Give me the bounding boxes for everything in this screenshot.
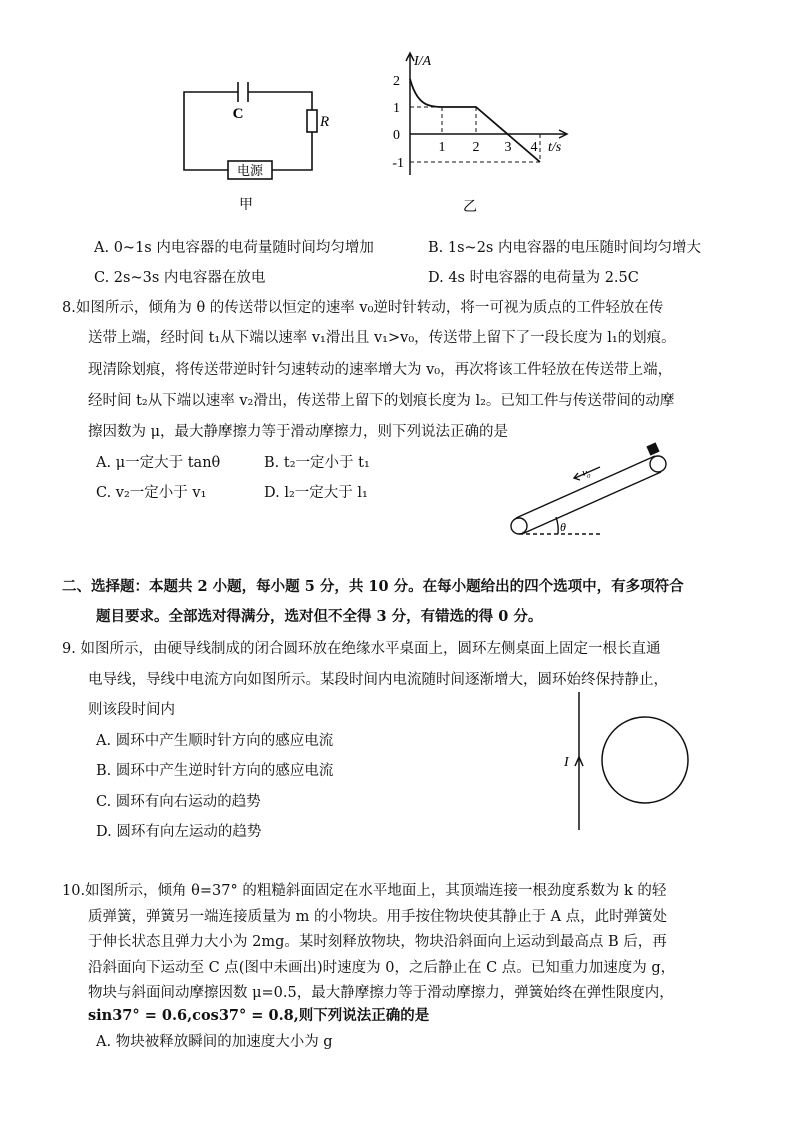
v0-label: v₀ — [582, 467, 591, 479]
x-tick-2: 2 — [472, 140, 480, 155]
figure-caption-jia: 甲 — [239, 198, 253, 210]
q10-stem-line-4: 沿斜面向下运动至 C 点(图中未画出)时速度为 0，之后静止在 C 点。已知重力加速度为 g， — [88, 960, 676, 976]
q7-option-a: A. 0~1s 内电容器的电荷量随时间均匀增加 — [94, 240, 374, 256]
y-tick-1: 1 — [393, 101, 400, 116]
current-time-graph-yi — [370, 45, 580, 215]
wire-and-ring-diagram — [555, 690, 695, 835]
q7-option-b: B. 1s~2s 内电容器的电压随时间均匀增大 — [428, 240, 701, 256]
x-tick-4: 4 — [530, 140, 538, 155]
resistor-label: R — [320, 114, 330, 130]
q8-option-b: B. t₂一定小于 t₁ — [264, 455, 370, 471]
q8-stem-line-5: 擦因数为 μ，最大静摩擦力等于滑动摩擦力，则下列说法正确的是 — [88, 424, 509, 440]
y-tick-2: 2 — [393, 74, 400, 89]
power-source-label: 电源 — [236, 163, 264, 178]
x-axis-label: t/s — [548, 140, 562, 155]
current-label: I — [564, 755, 569, 770]
q9-stem-line-3: 则该段时间内 — [88, 702, 175, 718]
conveyor-belt-diagram — [500, 440, 680, 545]
q9-stem-line-2: 电导线，导线中电流方向如图所示。某段时间内电流随时间逐渐增大，圆环始终保持静止， — [88, 672, 668, 688]
theta-label: θ — [560, 520, 566, 534]
q8-option-c: C. v₂一定小于 v₁ — [96, 485, 207, 501]
q9-option-c: C. 圆环有向右运动的趋势 — [96, 794, 261, 810]
q9-option-b: B. 圆环中产生逆时针方向的感应电流 — [96, 763, 334, 779]
y-axis-label: I/A — [414, 54, 432, 69]
figure-caption-yi: 乙 — [463, 200, 477, 215]
q8-stem-line-3: 现清除划痕，将传送带逆时针匀速转动的速率增大为 v₀，再次将该工件轻放在传送带上端， — [88, 362, 673, 378]
q10-stem-line-1: 10.如图所示，倾角 θ=37° 的粗糙斜面固定在水平地面上，其顶端连接一根劲度系数为 k 的轻 — [62, 883, 667, 899]
q10-stem-line-2: 质弹簧，弹簧另一端连接质量为 m 的小物块。用手按住物块使其静止于 A 点，此时弹簧处 — [88, 909, 668, 925]
q7-option-d: D. 4s 时电容器的电荷量为 2.5C — [428, 270, 639, 286]
y-tick-0: 0 — [393, 128, 400, 143]
q7-option-c: C. 2s~3s 内电容器在放电 — [94, 270, 266, 286]
q10-stem-line-6: sin37° = 0.6,cos37° = 0.8,则下列说法正确的是 — [88, 1007, 430, 1024]
q8-stem-line-4: 经时间 t₂从下端以速率 v₂滑出，传送带上留下的划痕长度为 l₂。已知工件与传送带间的动摩 — [88, 393, 675, 409]
q10-stem-line-5: 物块与斜面间动摩擦因数 μ=0.5，最大静摩擦力等于滑动摩擦力，弹簧始终在弹性限度内， — [88, 985, 674, 1001]
x-tick-3: 3 — [504, 140, 512, 155]
circuit-diagram-jia — [170, 70, 330, 210]
q10-stem-line-3: 于伸长状态且弹力大小为 2mg。某时刻释放物块，物块沿斜面向上运动到最高点 B 后，再 — [88, 934, 667, 950]
q10-option-a: A. 物块被释放瞬间的加速度大小为 g — [96, 1034, 333, 1050]
section2-heading-line-2: 题目要求。全部选对得满分，选对但不全得 3 分，有错选的得 0 分。 — [96, 608, 543, 625]
q9-option-a: A. 圆环中产生顺时针方向的感应电流 — [96, 733, 334, 749]
q8-option-d: D. l₂一定大于 l₁ — [264, 485, 368, 501]
q8-option-a: A. μ一定大于 tanθ — [96, 455, 221, 471]
section2-heading-line-1: 二、选择题：本题共 2 小题，每小题 5 分，共 10 分。在每小题给出的四个选项中，有多项符合 — [62, 578, 684, 595]
q9-option-d: D. 圆环有向左运动的趋势 — [96, 824, 262, 840]
q9-stem-line-1: 9. 如图所示，由硬导线制成的闭合圆环放在绝缘水平桌面上，圆环左侧桌面上固定一根长直通 — [62, 641, 661, 657]
y-tick-neg1: -1 — [392, 156, 404, 171]
q8-stem-line-1: 8.如图所示，倾角为 θ 的传送带以恒定的速率 v₀逆时针转动，将一可视为质点的工件轻放在传 — [62, 300, 664, 316]
q8-stem-line-2: 送带上端，经时间 t₁从下端以速率 v₁滑出且 v₁>v₀，传送带上留下了一段长度为 l₁的划痕。 — [88, 330, 676, 346]
x-tick-1: 1 — [438, 140, 446, 155]
capacitor-label: C — [232, 106, 244, 122]
